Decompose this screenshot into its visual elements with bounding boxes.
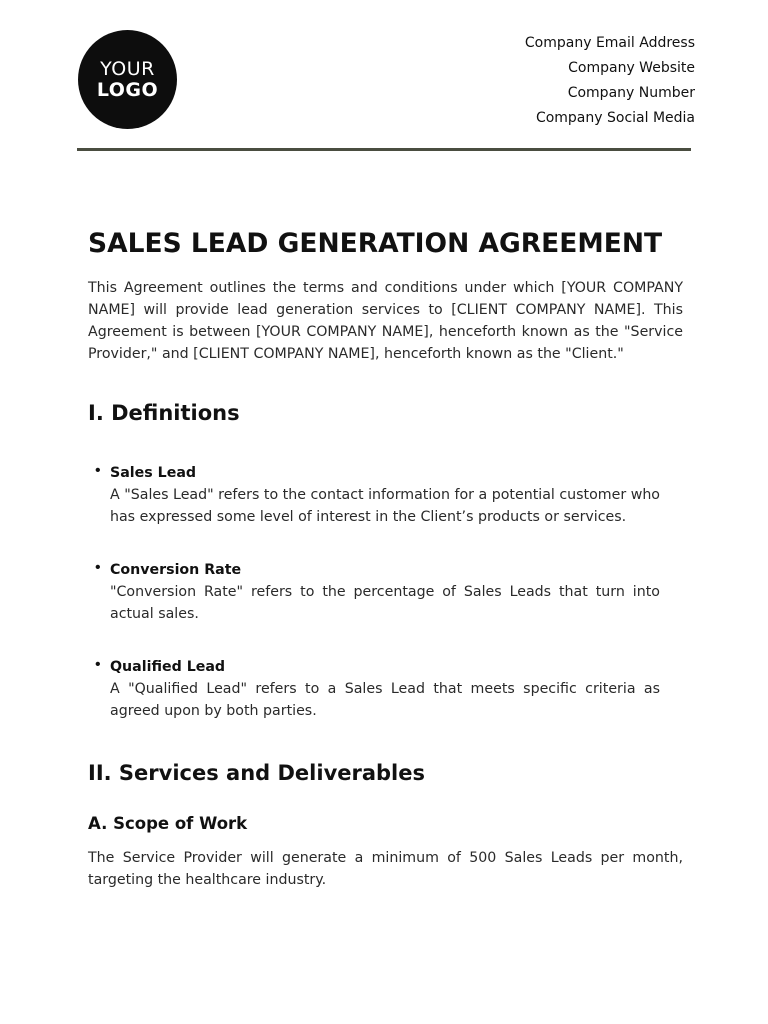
contact-block (525, 31, 695, 131)
intro-paragraph: This Agreement outlines the terms and conditions under which [YOUR COMPANY NAME] will provide lead generation services to [CLIENT COMPANY NAME]. This Agreement is between [YOUR COMPANY NAME], henceforth known as the "Service Provider," and [CLIENT COMPANY NAME], henceforth known as the "Client." (88, 280, 683, 362)
company-email: Company Email Address (524, 35, 695, 51)
bullet-icon: • (95, 559, 101, 576)
logo-line-logo: LOGO (96, 78, 159, 101)
definition-item (88, 559, 660, 625)
definition-description: A "Sales Lead" refers to the contact information for a potential customer who has expressed some level of interest in the Client’s products or services. (110, 487, 660, 525)
company-social-media: Company Social Media (535, 110, 695, 126)
definition-item (88, 462, 660, 528)
company-website: Company Website (568, 60, 695, 76)
document-title: SALES LEAD GENERATION AGREEMENT (88, 228, 663, 259)
section-definitions-heading: I. Definitions (88, 401, 240, 425)
definition-term: Conversion Rate (110, 562, 242, 578)
definition-description: A "Qualified Lead" refers to a Sales Lead that meets specific criteria as agreed upon by both parties. (110, 681, 660, 719)
document-body (88, 224, 683, 891)
definition-item (88, 656, 660, 722)
logo-line-your: YOUR (100, 57, 155, 80)
definition-term: Qualified Lead (110, 659, 226, 675)
header-divider (77, 148, 691, 151)
definitions-list (88, 462, 683, 722)
definition-description: "Conversion Rate" refers to the percentage of Sales Leads that turn into actual sales. (110, 584, 660, 622)
scope-of-work-heading: A. Scope of Work (88, 814, 248, 833)
company-logo (78, 30, 177, 129)
company-number: Company Number (567, 85, 695, 101)
bullet-icon: • (95, 656, 101, 673)
scope-of-work-text: The Service Provider will generate a minimum of 500 Sales Leads per month, targeting the healthcare industry. (88, 850, 683, 888)
bullet-icon: • (95, 462, 101, 479)
definition-term: Sales Lead (110, 465, 197, 481)
section-services-heading: II. Services and Deliverables (88, 761, 425, 785)
